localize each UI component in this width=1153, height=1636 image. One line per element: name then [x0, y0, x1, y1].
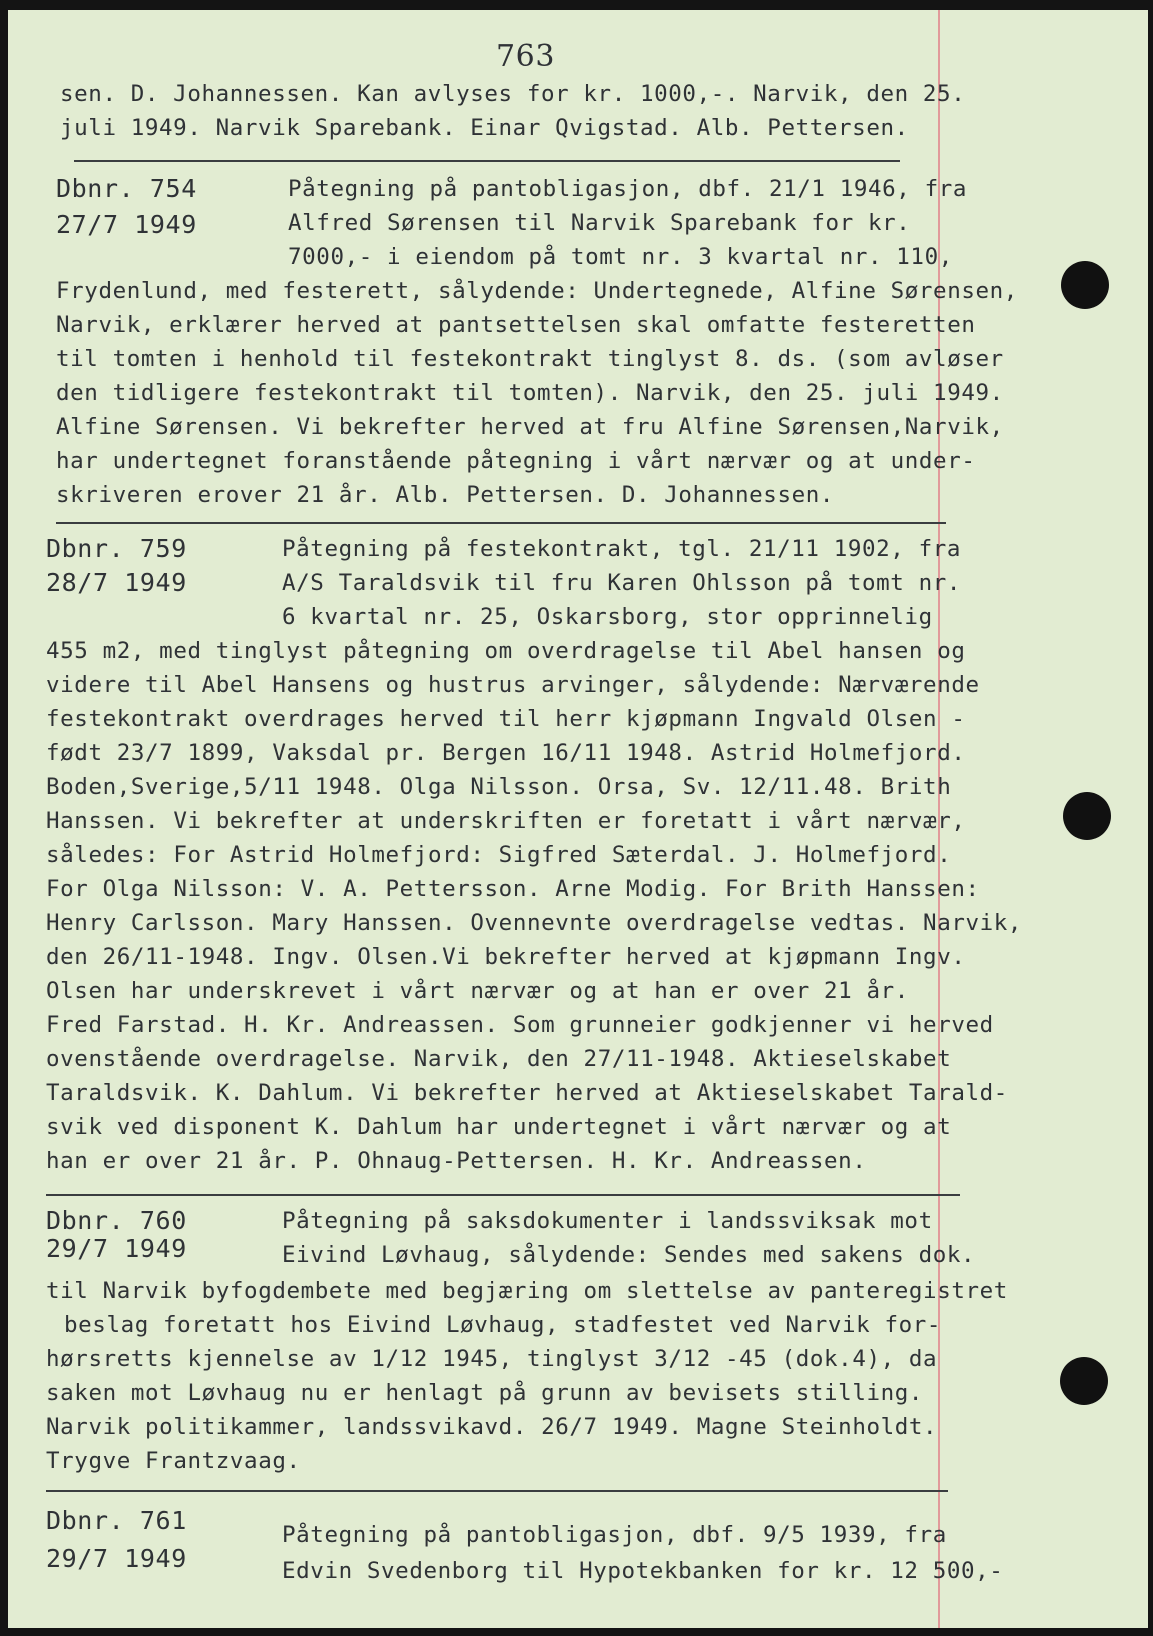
text-line: han er over 21 år. P. Ohnaug-Pettersen. H. Kr. Andreassen. — [46, 1148, 867, 1174]
text-line: sen. D. Johannessen. Kan avlyses for kr. 1000,-. Narvik, den 25. — [60, 81, 966, 107]
entry-heading-line: Påtegning på pantobligasjon, dbf. 9/5 1939, fra — [282, 1522, 947, 1548]
entry-heading-line: 7000,- i eiendom på tomt nr. 3 kvartal nr. 110, — [288, 244, 953, 270]
document-page — [8, 10, 1148, 1628]
text-line: den 26/11-1948. Ingv. Olsen.Vi bekrefter herved at kjøpmann Ingv. — [46, 944, 966, 970]
entry-separator — [56, 522, 946, 524]
text-line: svik ved disponent K. Dahlum har undertegnet i vårt nærvær og at — [46, 1114, 952, 1140]
text-line: den tidligere festekontrakt til tomten). Narvik, den 25. juli 1949. — [56, 380, 1004, 406]
text-line: Fred Farstad. H. Kr. Andreassen. Som grunneier godkjenner vi herved — [46, 1012, 994, 1038]
text-line: har undertegnet foranstående påtegning i vårt nærvær og at under- — [56, 448, 976, 474]
entry-number: Dbnr. 760 — [46, 1206, 187, 1235]
text-line: til Narvik byfogdembete med begjæring om slettelse av panteregistret — [46, 1278, 1008, 1304]
entry-date: 28/7 1949 — [46, 568, 187, 597]
entry-separator — [74, 160, 900, 162]
entry-date: 29/7 1949 — [46, 1544, 187, 1573]
entry-heading-line: Påtegning på pantobligasjon, dbf. 21/1 1946, fra — [288, 176, 968, 202]
text-line: 455 m2, med tinglyst påtegning om overdragelse til Abel hansen og — [46, 638, 966, 664]
text-line: skriveren erover 21 år. Alb. Pettersen. D. Johannessen. — [56, 482, 835, 508]
text-line: hørsretts kjennelse av 1/12 1945, tinglyst 3/12 -45 (dok.4), da — [46, 1346, 938, 1372]
entry-number: Dbnr. 759 — [46, 534, 187, 563]
text-line: Alfine Sørensen. Vi bekrefter herved at fru Alfine Sørensen,Narvik, — [56, 414, 1004, 440]
text-line: For Olga Nilsson: V. A. Pettersson. Arne Modig. For Brith Hanssen: — [46, 876, 980, 902]
entry-heading-line: 6 kvartal nr. 25, Oskarsborg, stor opprinnelig — [282, 604, 933, 630]
entry-number: Dbnr. 761 — [46, 1506, 187, 1535]
page-number: 763 — [496, 39, 556, 74]
text-line: Narvik, erklærer herved at pantsettelsen skal omfatte festeretten — [56, 312, 976, 338]
text-line: Narvik politikammer, landssvikavd. 26/7 1949. Magne Steinholdt. — [46, 1414, 938, 1440]
entry-heading-line: Påtegning på festekontrakt, tgl. 21/11 1902, fra — [282, 536, 962, 562]
entry-heading-line: Påtegning på saksdokumenter i landssviksak mot — [282, 1208, 933, 1234]
binder-hole-1 — [1061, 261, 1109, 309]
text-line: således: For Astrid Holmefjord: Sigfred Sæterdal. J. Holmefjord. — [46, 842, 952, 868]
text-line: Trygve Frantzvaag. — [46, 1448, 301, 1474]
text-line: ovenstående overdragelse. Narvik, den 27/11-1948. Aktieselskabet — [46, 1046, 952, 1072]
text-line: videre til Abel Hansens og hustrus arvinger, sålydende: Nærværende — [46, 672, 980, 698]
entry-number: Dbnr. 754 — [56, 174, 197, 203]
text-line: Boden,Sverige,5/11 1948. Olga Nilsson. Orsa, Sv. 12/11.48. Brith — [46, 774, 952, 800]
entry-heading-line: Eivind Løvhaug, sålydende: Sendes med sakens dok. — [282, 1242, 976, 1268]
text-line: beslag foretatt hos Eivind Løvhaug, stadfestet ved Narvik for- — [64, 1312, 942, 1338]
text-line: juli 1949. Narvik Sparebank. Einar Qvigstad. Alb. Pettersen. — [60, 115, 909, 141]
text-line: Henry Carlsson. Mary Hanssen. Ovennevnte overdragelse vedtas. Narvik, — [46, 910, 1023, 936]
entry-heading-line: A/S Taraldsvik til fru Karen Ohlsson på tomt nr. — [282, 570, 962, 596]
text-line: født 23/7 1899, Vaksdal pr. Bergen 16/11 1948. Astrid Holmefjord. — [46, 740, 966, 766]
text-line: Taraldsvik. K. Dahlum. Vi bekrefter herved at Aktieselskabet Tarald- — [46, 1080, 1008, 1106]
entry-date: 27/7 1949 — [56, 210, 197, 239]
entry-separator — [46, 1490, 948, 1492]
text-line: Frydenlund, med festerett, sålydende: Undertegnede, Alfine Sørensen, — [56, 278, 1018, 304]
entry-date: 29/7 1949 — [46, 1234, 187, 1263]
text-line: Hanssen. Vi bekrefter at underskriften er foretatt i vårt nærvær, — [46, 808, 966, 834]
entry-separator — [46, 1194, 960, 1196]
binder-hole-2 — [1063, 792, 1111, 840]
text-line: festekontrakt overdrages herved til herr kjøpmann Ingvald Olsen - — [46, 706, 966, 732]
text-line: til tomten i henhold til festekontrakt tinglyst 8. ds. (som avløser — [56, 346, 1004, 372]
binder-hole-3 — [1060, 1357, 1108, 1405]
entry-heading-line: Alfred Sørensen til Narvik Sparebank for kr. — [288, 210, 911, 236]
text-line: saken mot Løvhaug nu er henlagt på grunn av bevisets stilling. — [46, 1380, 924, 1406]
entry-heading-line: Edvin Svedenborg til Hypotekbanken for kr. 12 500,- — [282, 1558, 1004, 1584]
text-line: Olsen har underskrevet i vårt nærvær og at han er over 21 år. — [46, 978, 909, 1004]
